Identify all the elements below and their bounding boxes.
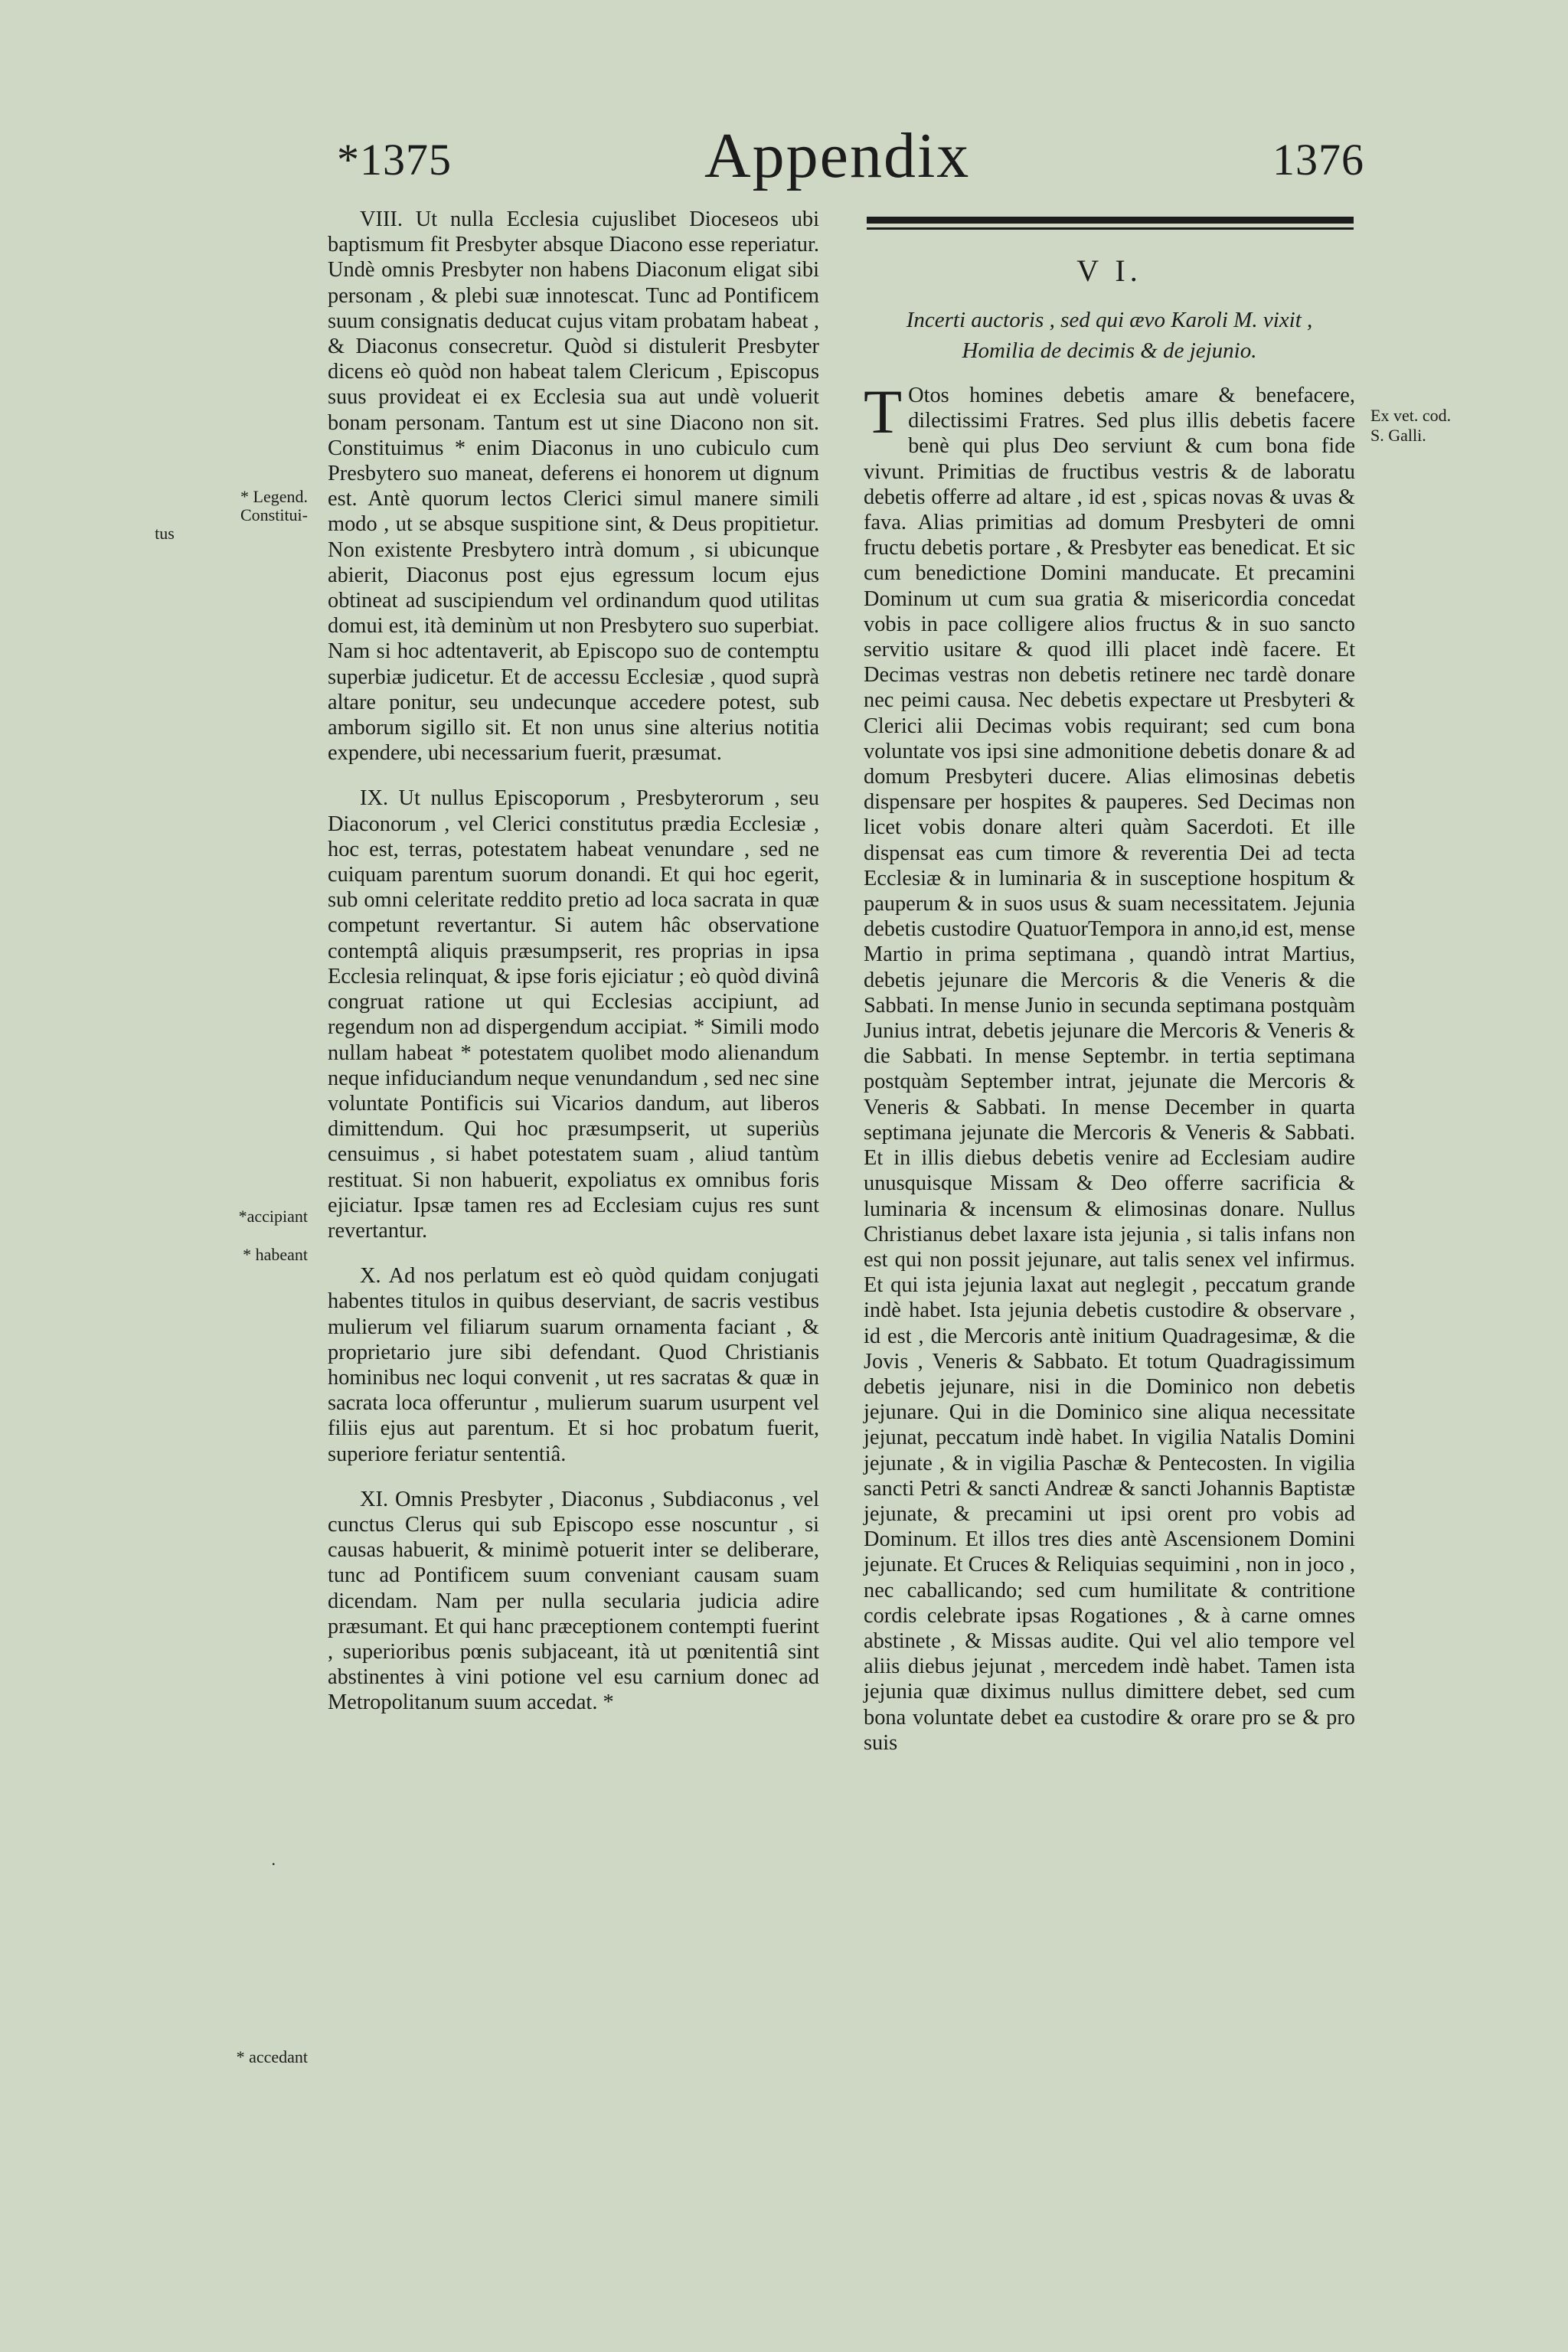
margin-note-dot: . — [271, 1850, 276, 1869]
left-text-column — [328, 207, 819, 1716]
margin-note-accedant: * accedant — [236, 2047, 308, 2066]
paragraph-xi: XI. Omnis Presbyter , Diaconus , Subdiaconus , vel cunctus Clerus qui sub Episcopo esse noscuntur , si causas habuerit, & minimè potuerit inter se deliberare, tunc ad Pontificem suum conveniant causam suam dicendam. Nam per nulla secularia judicia adire præsumant. Et qui hanc præceptionem contempti fuerint , superioribus pœnis subjaceant, ità ut pœnitentiâ sint abstinentes à vini potione vel esu carnium donec ad Metropolitanum suum accedat. * — [328, 1487, 819, 1715]
left-page-number: *1375 — [337, 135, 452, 185]
homily-text: Otos homines debetis amare & benefacere, dilectissimi Fratres. Sed plus illis debetis facere benè qui plus Deo serviunt & cum bona fide vivunt. Primitias de fructibus vestris & de laboratu debetis offerre ad altare , id est , spicas novas & uvas & fava. Alias primitias ad domum Presbyteri de omni fructu debetis portare , & Presbyter eas benedicat. Et sic cum benedictione Domini manducate. Et precamini Dominum ut cum sua gratia & misericordia concedat vobis in pace colligere alios fructus & in suo sancto servitio usitare & quod illi placet indè facere. Et Decimas vestras non debetis retinere nec tardè donare nec peimi causa. Nec debetis expectare ut Presbyteri & Clerici alii Decimas vobis requirant; sed cum bona voluntate vos ipsi sine admonitione debetis donare & ad domum Presbyteri ducere. Alias elimosinas debetis dispensare per hospites & pauperes. Sed Decimas non licet vobis donare alteri quàm Sacerdoti. Et ille dispensat eas cum timore & reverentia Dei ad tecta Ecclesiæ & in luminaria & in susceptione hospitum & pauperum & in suos usus & suam necessitatem. Jejunia debetis custodire QuatuorTempora in anno,id est, mense Martio in prima septimana , quandò intrat Martius, debetis jejunare die Mercoris & die Veneris & die Sabbati. In mense Junio in secunda septimana postquàm Junius intrat, debetis jejunare die Mercoris & Veneris & die Sabbati. In mense Septembr. in tertia septimana postquàm September intrat, jejunate die Mercoris & Veneris & Sabbati. In mense December in quarta septimana jejunate die Mercoris & Veneris & Sabbati. Et in illis diebus debetis venire ad Ecclesiam audire unusquisque Missam & Deo offerre sacrificia & luminaria & incensum & elimosinas donare. Nullus Christianus debet laxare ista jejunia , si talis infans non est qui non possit jejunare, aut talis senex vel infirmus. Et qui ista jejunia laxat aut neglegit , peccatum grande indè habet. Ista jejunia debetis custodire & observare , id est , die Mercoris antè initium Quadragesimæ, & die Jovis , Veneris & Sabbato. Et totum Quadragissimum debetis jejunare, nisi in die Dominico non debetis jejunare. Qui in die Dominico sine aliqua necessitate jejunat, peccatum indè habet. In vigilia Natalis Domini jejunate , & in vigilia Paschæ & Pentecosten. In vigilia sancti Petri & sancti Andreæ & sancti Johannis Baptistæ jejunate, & precamini ut ipsi orent pro vobis ad Dominum. Et illos tres dies antè Ascensionem Domini jejunate. Et Cruces & Reliquias sequimini , non in joco , nec caballicando; sed cum humilitate & contritione cordis celebrate ipsas Rogationes , & à carne omnes abstinete , & Missas audite. Qui vel alio tempore vel aliis diebus jejunat , mercedem indè habet. Tamen ista jejunia quæ diximus nullus dimittere debet, sed cum bona voluntate debet ea custodire & orare pro se & pro suis — [864, 384, 1355, 1755]
section-number: V I. — [1076, 253, 1142, 288]
margin-note-tus: tus — [155, 524, 175, 543]
homily-body — [864, 377, 1355, 1756]
right-page-number: 1376 — [1272, 135, 1364, 185]
section-title-line-1: Incerti auctoris , sed qui ævo Karoli M. vixit , — [906, 308, 1313, 332]
paragraph-x: X. Ad nos perlatum est eò quòd quidam conjugati habentes titulos in quibus deserviant, de sacris vestibus mulierum vel filiarum suarum ornamenta faciant , & proprietario jure sibi defendant. Quod Christianis hominibus nec loqui convenit , ut res sacratas & quæ in sacrata loca offeruntur , mulierum suarum usurpent vel filiis ejus aut parentum. Et si hoc probatum fuerit, superiore feriatur sententiâ. — [328, 1264, 819, 1466]
paragraph-ix: IX. Ut nullus Episcoporum , Presbyterorum , seu Diaconorum , vel Clerici constitutus prædia Ecclesiæ , hoc est, terras, potestatem habeat venundare , sed ne cuiquam parentum suorum donandi. Et qui hoc egerit, sub omni celeritate reddito pretio ad loca sacrata in quæ competunt revertantur. Si autem hâc observatione contemptâ aliquis præsumpserit, res proprias in ipsa Ecclesia relinquat, & ipse foris ejiciatur ; eò quòd divinâ congruat ratione ut qui Ecclesias accipiunt, ad regendum non ad dispergendum accipiat. * Simili modo nullam habeat * potestatem quolibet modo alienandum neque infiduciandum neque venundandum , sed nec sine voluntate Pontificis sui Vicarios dandum, aut liberos dimittendum. Qui hoc præsumpserit, ut superiùs censuimus , si habet potestatem suam , aliud tantùm restituat. Si non habuerit, expoliatus ex omnibus foris ejiciatur. Ipsæ tamen res ad Ecclesiam cujus res sunt revertantur. — [328, 786, 819, 1243]
margin-note-habeant: * habeant — [243, 1245, 308, 1264]
margin-note-legend: * Legend. — [240, 487, 308, 506]
section-title — [864, 305, 1355, 366]
right-text-column — [864, 377, 1355, 1756]
margin-note-source: Ex vet. cod. — [1370, 406, 1452, 425]
margin-note-constitui: Constitui- — [240, 505, 308, 524]
header-rule-thin — [867, 227, 1354, 230]
section-title-line-2: Homilia de decimis & de jejunio. — [962, 338, 1257, 363]
margin-note-source-2: S. Galli. — [1370, 426, 1426, 445]
margin-note-accipiant: *accipiant — [238, 1207, 308, 1226]
running-title: Appendix — [704, 120, 971, 191]
paragraph-viii: VIII. Ut nulla Ecclesia cujuslibet Dioceseos ubi baptismum fit Presbyter absque Diacono esse reperiatur. Undè omnis Presbyter non habens Diaconum eligat sibi personam , & plebi suæ innotescat. Tunc ad Pontificem suum consignatis deducat cujus vitam probatam habeat , & Diaconus consecretur. Quòd si distulerit Presbyter dicens eò quòd non habeat talem Clericum , Episcopus suus provideat ei ex Ecclesia sua aut undè voluerit bonam personam. Tantum est ut sine Diacono non sit. Constituimus * enim Diaconus in uno cubiculo cum Presbytero suo maneat, deferens ei honorem ut dignum est. Antè quorum lectos Clerici simul manere simili modo , ut se absque suspitione sint, & Deus propitietur. Non existente Presbytero intrà domum , si ubicunque abierit, Diaconus post ejus egressum locum ejus obtineat ad suscipiendum vel ordinandum quod utilitas domui est, ità deminùm ut non Presbytero suo superbiat. Nam si hoc adtentaverit, ab Episcopo suo de contemptu superbiæ judicetur. Et de accessu Ecclesiæ , quod suprà altare ponitur, seu undecunque accedere potest, sub amborum sigillo sit. Et non unus sine alterius notitia expendere, ubi necessarium fuerit, præsumat. — [328, 207, 819, 766]
drop-cap: T — [864, 377, 903, 446]
header-rule-thick — [867, 217, 1354, 224]
